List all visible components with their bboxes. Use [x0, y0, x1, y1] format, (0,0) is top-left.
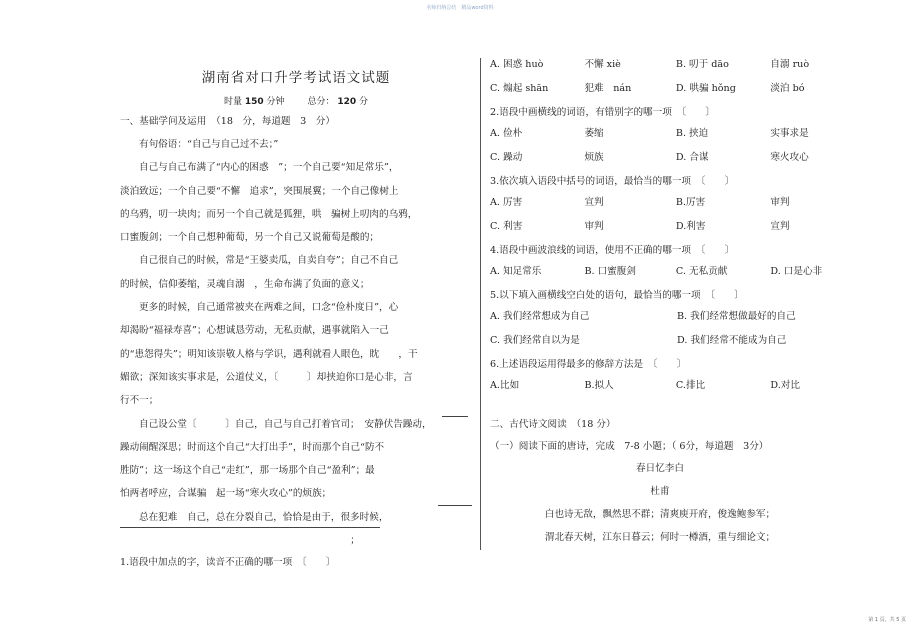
- passage-line: 总在犯难 自己，总在分裂自己，恰恰是由于，很多时候，: [139, 511, 389, 523]
- blank-rule: [120, 527, 380, 528]
- passage-line: 自己设公堂〔 〕自己，自己与自己打着官司； 安静伏告躁动，: [139, 418, 432, 430]
- option: B.拟人: [584, 380, 614, 391]
- option: A. 俭朴: [490, 128, 523, 139]
- option: D.利害: [675, 221, 706, 232]
- blank-rule: [438, 505, 472, 506]
- right-column: [490, 58, 830, 554]
- passage-line: 口蜜腹剑；一个自己想种葡萄，另一个自己又说葡萄是酸的；: [120, 232, 380, 244]
- option: 不懈 xiè: [584, 59, 621, 70]
- option: 淡泊 bó: [770, 83, 805, 94]
- option: B.厉害: [675, 197, 706, 208]
- section1-heading: 一、基础学问及运用 （18 分，每道题 3 分）: [120, 116, 335, 127]
- option: A. 困惑 huò: [490, 59, 544, 70]
- passage-line: 有句俗语：“自己与自己过不去；”: [139, 139, 279, 150]
- option: 烦族: [584, 152, 604, 163]
- q2-options-2: [490, 151, 830, 164]
- option: C. 煽起 shān: [490, 83, 549, 94]
- option: 犯难 nán: [584, 83, 632, 94]
- option: A. 厉害: [490, 197, 523, 208]
- score-label: 总分：: [307, 97, 335, 107]
- score-unit: 分: [359, 97, 369, 107]
- option: A. 我们经常想成为自己: [490, 311, 590, 322]
- option: C. 我们经常自以为是: [490, 335, 580, 346]
- option: B. 挟迫: [675, 128, 709, 139]
- option: 实事求是: [770, 128, 809, 139]
- top-note: 名师归纳总结 精品word资料: [426, 5, 494, 11]
- q1-options: [490, 58, 830, 71]
- q3-options-2: [490, 220, 830, 233]
- option: C. 躁动: [490, 152, 523, 163]
- passage-line: 却渴盼“福禄寿喜”；心想诚恳劳动，无私贡献，遇事就陷入一己: [120, 325, 389, 337]
- option: D. 哄骗 hǒng: [675, 83, 736, 94]
- blank-rule: [442, 416, 468, 417]
- page-title: 湖南省对口升学考试语文试题: [201, 70, 391, 86]
- passage-line: 的乌鸦，叨一块肉；而另一个自己就是狐狸，哄 骗树上叨肉的乌鸦，: [120, 208, 418, 220]
- option: B. 我们经常想做最好的自己: [677, 311, 796, 322]
- passage-line: 媚欲；深知该实事求是，公道仗义，〔 〕却挟迫你口是心非，言: [120, 371, 413, 383]
- option: 宣判: [770, 221, 790, 232]
- question-5: 5.以下填入画横线空白处的语句，最恰当的哪一项 〔 〕: [490, 290, 744, 301]
- option: D. 我们经常不能成为自己: [677, 335, 787, 346]
- q2-options: [490, 127, 830, 140]
- option: 萎缩: [584, 128, 604, 139]
- option: C.排比: [675, 380, 706, 391]
- section2-heading: 二、古代诗文阅读 （18 分）: [490, 419, 616, 430]
- poem-line: 渭北春天树，江东日暮云；何时一樽酒，重与细论文；: [544, 532, 776, 543]
- score-value: 120: [337, 97, 357, 107]
- left-column: [120, 58, 472, 577]
- poem-author: 杜甫: [650, 486, 670, 497]
- option: 宣判: [584, 197, 604, 208]
- question-4: 4.语段中画波浪线的词语，使用不正确的哪一项 〔 〕: [490, 245, 735, 256]
- q6-options: [490, 379, 830, 392]
- passage-line: 胜防”；这一场这个自己“走红”，那一场那个自己“盈利”；最: [120, 465, 375, 477]
- passage-line: 躁动闹醒深思；时而这个自己“大打出手”，时而那个自己“防不: [120, 441, 385, 453]
- q5-options-2: [490, 334, 830, 347]
- option: 自溺 ruò: [770, 59, 810, 70]
- q4-options: [490, 265, 830, 278]
- question-2: 2.语段中画横线的词语，有错别字的哪一项 〔 〕: [490, 107, 716, 118]
- passage-line: 自己很自己的时候，常是“王婆卖瓜，自卖自夸”；自己不自己: [139, 255, 399, 267]
- time-label: 时量: [223, 97, 242, 107]
- passage-line: 淡泊致远；一个自己要“不懈 追求”，突围展翼；一个自己像树上: [120, 185, 399, 197]
- time-unit: 分钟: [266, 97, 285, 107]
- option: C. 利害: [490, 221, 523, 232]
- column-divider: [480, 58, 481, 550]
- option: 寒火攻心: [770, 152, 809, 163]
- option: D. 口是心非: [770, 266, 823, 277]
- question-3: 3.依次填入语段中括号的词语，最恰当的哪一项 〔 〕: [490, 176, 735, 187]
- q3-options: [490, 196, 830, 209]
- passage-line: 更多的时候，自己通常被夹在两难之间，口念“俭朴度日”，心: [139, 302, 399, 314]
- passage-line: 的“患怨得失”；明知该崇敬人格与学识，遇利就看人眼色，眈 ，干: [120, 348, 418, 360]
- q1-options-2: [490, 82, 830, 95]
- passage-line: 的时候，信仰萎缩，灵魂自溺 ，生命布满了负面的意义；: [120, 278, 370, 290]
- option: B. 口蜜腹剑: [584, 266, 636, 277]
- passage-line: ；: [120, 535, 360, 547]
- section2-subheading: （一）阅读下面的唐诗，完成 7-8 小题；（ 6分，每道题 3分）: [490, 441, 769, 452]
- q5-options: [490, 310, 830, 323]
- passage-line: 自己与自己布满了“内心的困惑 ”；一个自己要“知足常乐”，: [139, 162, 399, 174]
- option: B. 叨于 dāo: [675, 59, 729, 70]
- poem-line: 白也诗无敌，飘然思不群；清爽庾开府，俊逸鲍参军；: [544, 509, 776, 520]
- passage-line: 行不一；: [120, 395, 159, 407]
- poem-title: 春日忆李白: [636, 463, 684, 474]
- exam-meta: [120, 94, 472, 107]
- option: 审判: [584, 221, 604, 232]
- passage-line: 怕两者呼应，合谋骗 起一场“寒火攻心”的烦族；: [120, 488, 332, 500]
- option: A.比如: [490, 380, 520, 391]
- option: 审判: [770, 197, 790, 208]
- question-6: 6.上述语段运用得最多的修辞方法是 〔 〕: [490, 359, 687, 370]
- time-value: 150: [244, 97, 264, 107]
- option: A. 知足常乐: [490, 266, 542, 277]
- option: D. 合谋: [675, 152, 709, 163]
- option: C. 无私贡献: [675, 266, 728, 277]
- question-1: 1.语段中加点的字，读音不正确的哪一项 〔 〕: [120, 557, 336, 569]
- option: D.对比: [770, 380, 800, 391]
- page-footer: 第 1 页，共 5 页: [868, 617, 906, 623]
